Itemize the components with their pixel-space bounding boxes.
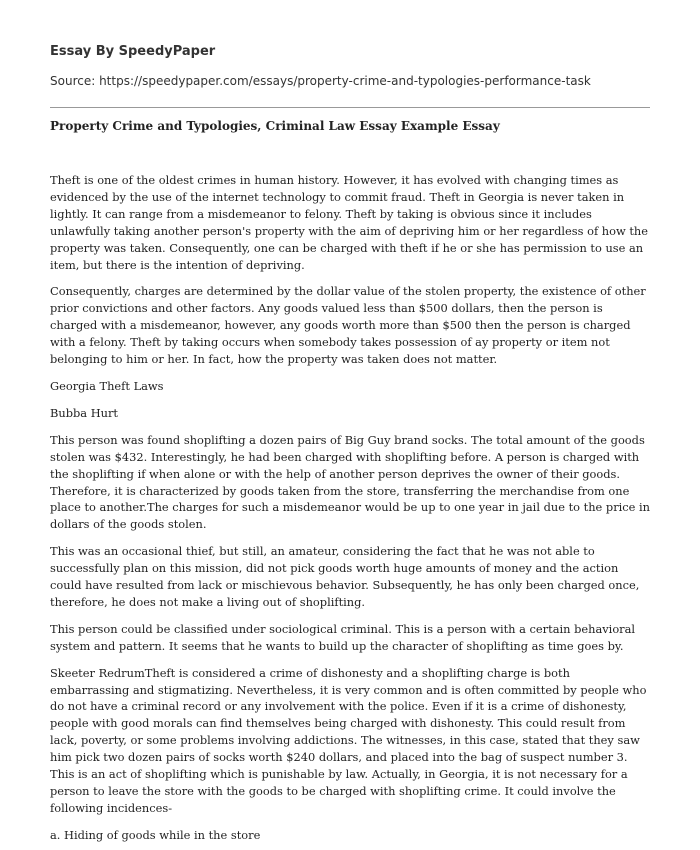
header-divider bbox=[50, 107, 650, 108]
paragraph-4: This was an occasional thief, but still, an amateur, considering the fact that he was not able to successfully plan on this mission, did not pick goods worth huge amounts of money and the action could have resulted from lack or mischievous behavior. Subsequently, he has only been charged once, therefore, he does not make a living out of shoplifting. bbox=[50, 544, 640, 609]
paragraph-1: Theft is one of the oldest crimes in human history. However, it has evolved with changing times as evidenced by the use of the internet technology to commit fraud. Theft in Georgia is never taken in lightly. It can range from a misdemeanor to felony. Theft by taking is obvious since it includes unlawfully taking another person's property with the aim of depriving him or her regardless of how the property was taken. Consequently, one can be charged with theft if he or she has permission to use an item, but there is the intention of depriving. bbox=[50, 173, 649, 272]
list-item-a: a. Hiding of goods while in the store bbox=[50, 827, 261, 842]
essay-body bbox=[50, 172, 650, 844]
paragraph-2: Consequently, charges are determined by the dollar value of the stolen property, the existence of other prior convictions and other factors. Any goods valued less than $500 dollars, then the person is charged with a misdemeanor, however, any goods worth more than $500 then the person is charged with a felony. Theft by taking occurs when somebody takes possession of ay property or item not belonging to him or her. In fact, how the property was taken does not matter. bbox=[50, 284, 646, 367]
essay-title: Property Crime and Typologies, Criminal Law Essay Example Essay bbox=[50, 119, 500, 133]
paragraph-3: This person was found shoplifting a dozen pairs of Big Guy brand socks. The total amount of the goods stolen was $432. Interestingly, he had been charged with shoplifting before. A person is charged with the shoplifting if when alone or with the help of another person deprives the owner of their goods. Therefore, it is characterized by goods taken from the store, transferring the merchandise from one place to another.The charges for such a misdemeanor would be up to one year in jail due to the price in dollars of the goods stolen. bbox=[50, 432, 650, 532]
section-heading-georgia-theft-laws: Georgia Theft Laws bbox=[50, 378, 164, 393]
publisher-title: Essay By SpeedyPaper bbox=[50, 44, 216, 59]
paragraph-6: Skeeter RedrumTheft is considered a crime of dishonesty and a shoplifting charge is both embarrassing and stigmatizing. Nevertheless, it is very common and is often committed by people who do not have a criminal record or any involvement with the police. Even if it is a crime of dishonesty, people with good morals can find themselves being charged with dishonesty. This could result from lack, poverty, or some problems involving addictions. The witnesses, in this case, stated that they saw him pick two dozen pairs of socks worth $240 dollars, and placed into the bag of suspect number 3. This is an act of shoplifting which is punishable by law. Actually, in Georgia, it is not necessary for a person to leave the store with the goods to be charged with shoplifting crime. It could involve the following incidences- bbox=[50, 665, 647, 815]
paragraph-5: This person could be classified under sociological criminal. This is a person with a certain behavioral system and pattern. It seems that he wants to build up the character of shoplifting as time goes by. bbox=[50, 621, 636, 653]
case-name-bubba-hurt: Bubba Hurt bbox=[50, 405, 118, 420]
source-line: Source: https://speedypaper.com/essays/property-crime-and-typologies-performance-task bbox=[50, 74, 591, 88]
